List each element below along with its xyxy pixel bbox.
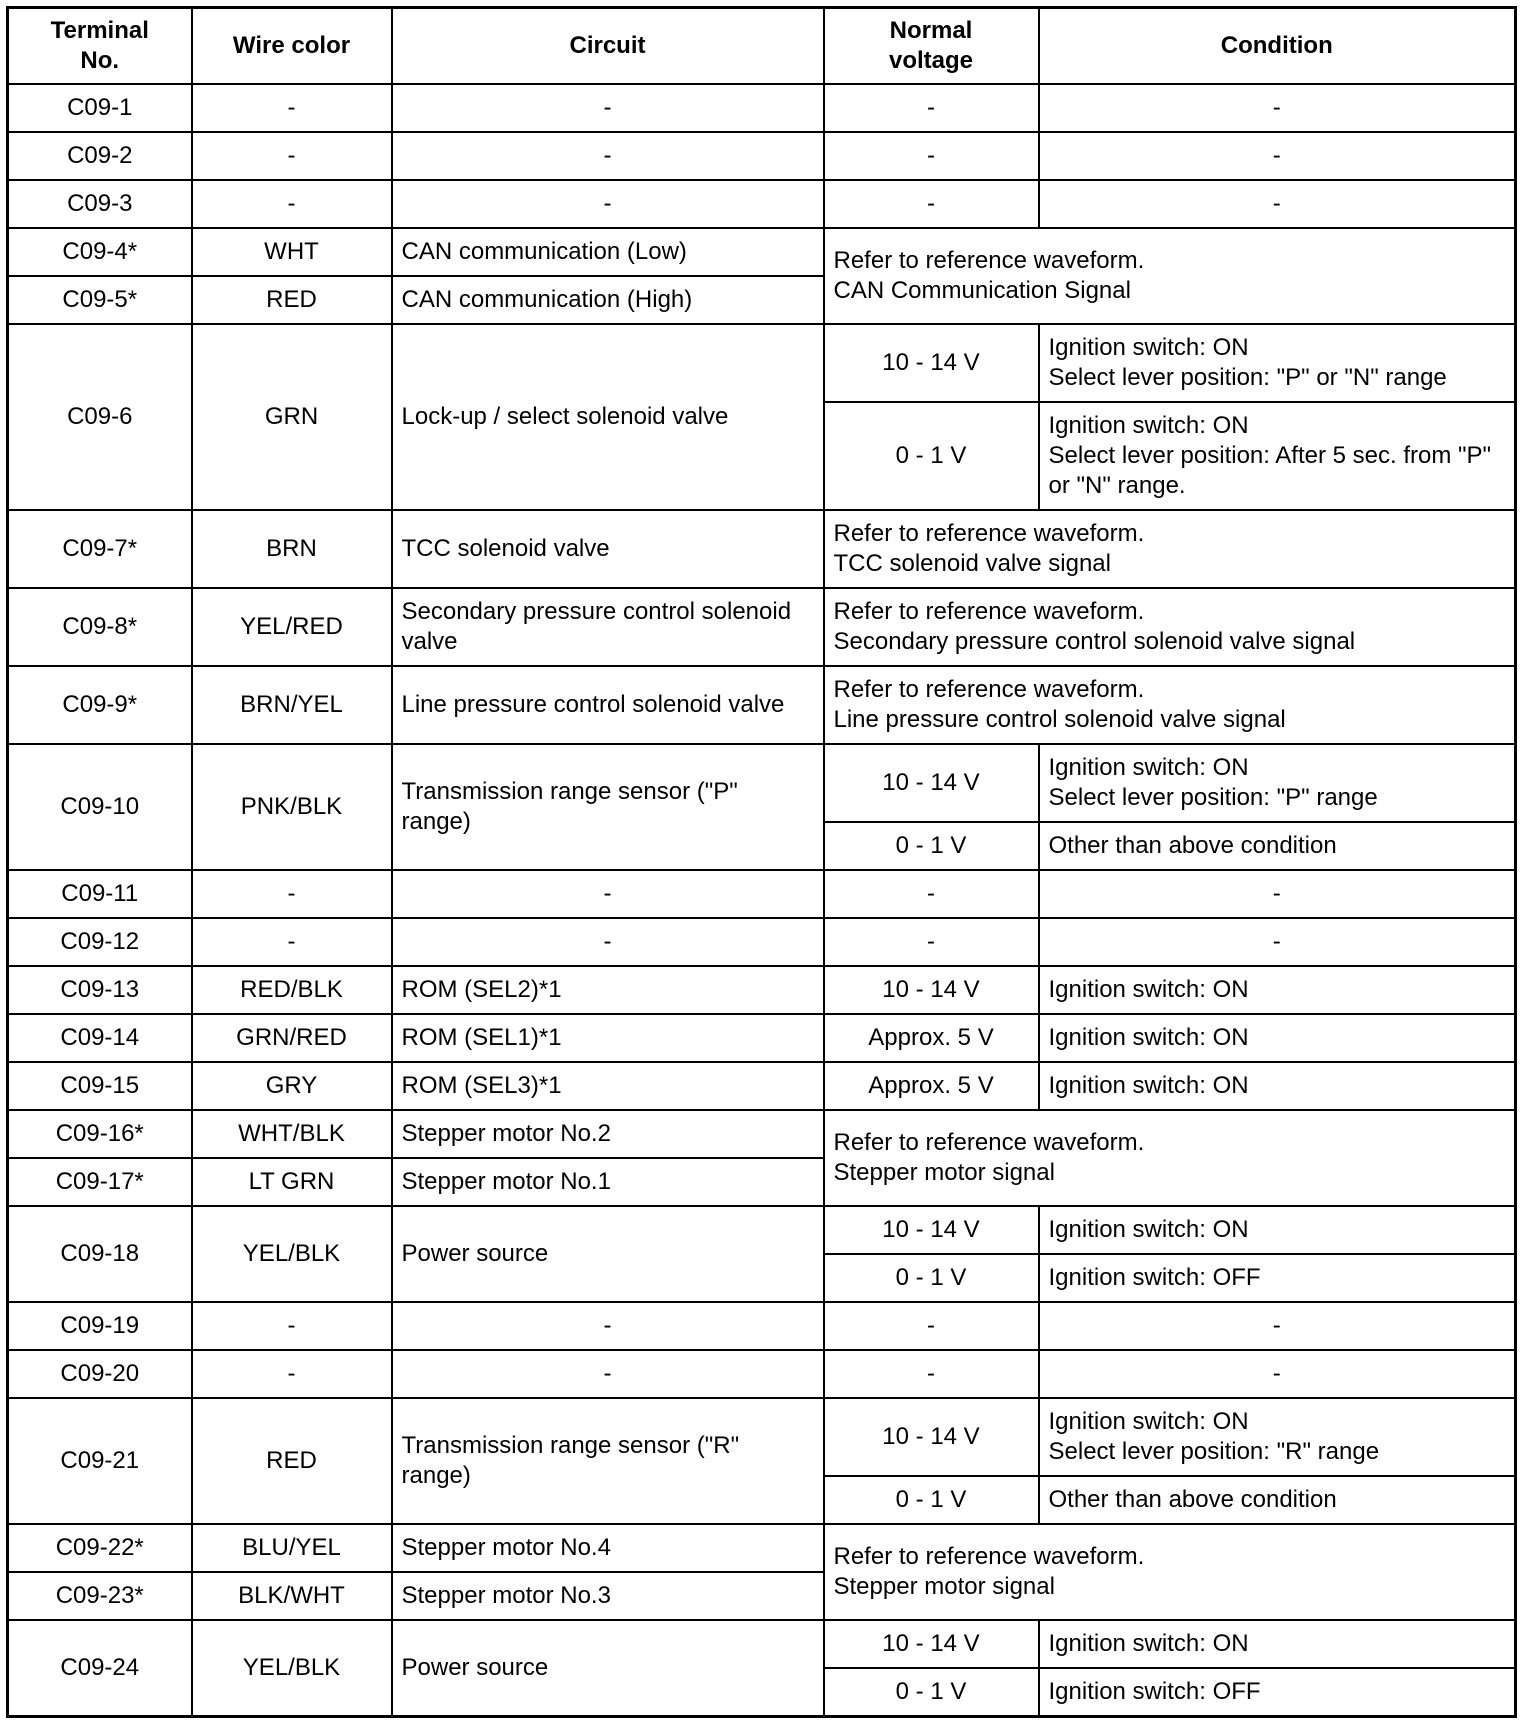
circuit-cell: Secondary pressure control solenoid valve <box>392 588 824 666</box>
voltage-cell: 10 - 14 V <box>824 1398 1039 1476</box>
wire-color-cell: WHT <box>192 228 392 276</box>
terminal-cell: C09-10 <box>8 744 192 870</box>
circuit-cell: - <box>392 132 824 180</box>
terminal-cell: C09-8* <box>8 588 192 666</box>
terminal-cell: C09-5* <box>8 276 192 324</box>
wire-color-cell: - <box>192 1302 392 1350</box>
wire-color-cell: BLK/WHT <box>192 1572 392 1620</box>
voltage-cell: - <box>824 1302 1039 1350</box>
voltage-cell: Approx. 5 V <box>824 1014 1039 1062</box>
circuit-cell: Power source <box>392 1206 824 1302</box>
table-row <box>8 1014 1516 1062</box>
table-row <box>8 1620 1516 1668</box>
terminal-cell: C09-16* <box>8 1110 192 1158</box>
condition-cell: Ignition switch: ON Select lever position: After 5 sec. from "P" or "N" range. <box>1039 402 1516 510</box>
condition-cell: - <box>1039 918 1516 966</box>
wire-color-cell: RED/BLK <box>192 966 392 1014</box>
circuit-cell: ROM (SEL3)*1 <box>392 1062 824 1110</box>
condition-cell: Other than above condition <box>1039 1476 1516 1524</box>
wire-color-cell: GRN <box>192 324 392 510</box>
voltage-cell: - <box>824 870 1039 918</box>
terminal-cell: C09-23* <box>8 1572 192 1620</box>
wire-color-cell: YEL/BLK <box>192 1620 392 1716</box>
terminal-cell: C09-22* <box>8 1524 192 1572</box>
waveform-reference-cell: Refer to reference waveform. Secondary pressure control solenoid valve signal <box>824 588 1516 666</box>
condition-cell: Ignition switch: ON Select lever position: "P" range <box>1039 744 1516 822</box>
wire-color-cell: YEL/RED <box>192 588 392 666</box>
terminal-cell: C09-11 <box>8 870 192 918</box>
waveform-reference-cell: Refer to reference waveform. CAN Communication Signal <box>824 228 1516 324</box>
voltage-cell: - <box>824 918 1039 966</box>
waveform-reference-cell: Refer to reference waveform. Line pressure control solenoid valve signal <box>824 666 1516 744</box>
voltage-cell: 0 - 1 V <box>824 1668 1039 1716</box>
wire-color-cell: - <box>192 180 392 228</box>
table-row <box>8 228 1516 276</box>
condition-cell: Ignition switch: ON Select lever position: "P" or "N" range <box>1039 324 1516 402</box>
wire-color-cell: WHT/BLK <box>192 1110 392 1158</box>
circuit-cell: TCC solenoid valve <box>392 510 824 588</box>
condition-cell: Ignition switch: ON <box>1039 1062 1516 1110</box>
table-row <box>8 870 1516 918</box>
circuit-cell: Stepper motor No.1 <box>392 1158 824 1206</box>
waveform-reference-cell: Refer to reference waveform. Stepper motor signal <box>824 1524 1516 1620</box>
wire-color-cell: - <box>192 132 392 180</box>
condition-cell: - <box>1039 132 1516 180</box>
condition-cell: Ignition switch: OFF <box>1039 1668 1516 1716</box>
header-condition: Condition <box>1039 8 1516 85</box>
voltage-cell: 10 - 14 V <box>824 1206 1039 1254</box>
table-row <box>8 1524 1516 1572</box>
terminal-cell: C09-1 <box>8 84 192 132</box>
terminal-cell: C09-13 <box>8 966 192 1014</box>
terminal-cell: C09-9* <box>8 666 192 744</box>
voltage-cell: 10 - 14 V <box>824 324 1039 402</box>
voltage-cell: - <box>824 1350 1039 1398</box>
condition-cell: - <box>1039 180 1516 228</box>
header-circuit: Circuit <box>392 8 824 85</box>
circuit-cell: ROM (SEL1)*1 <box>392 1014 824 1062</box>
header-terminal: Terminal No. <box>8 8 192 85</box>
terminal-cell: C09-20 <box>8 1350 192 1398</box>
terminal-cell: C09-4* <box>8 228 192 276</box>
circuit-cell: Stepper motor No.3 <box>392 1572 824 1620</box>
table-row <box>8 1398 1516 1476</box>
voltage-cell: 0 - 1 V <box>824 1254 1039 1302</box>
table-row <box>8 1302 1516 1350</box>
condition-cell: Ignition switch: ON Select lever position: "R" range <box>1039 1398 1516 1476</box>
table-row <box>8 180 1516 228</box>
table-row <box>8 666 1516 744</box>
table-row <box>8 1350 1516 1398</box>
wire-color-cell: GRN/RED <box>192 1014 392 1062</box>
voltage-cell: 10 - 14 V <box>824 744 1039 822</box>
header-row <box>8 8 1516 85</box>
terminal-cell: C09-15 <box>8 1062 192 1110</box>
circuit-cell: - <box>392 1302 824 1350</box>
terminal-cell: C09-12 <box>8 918 192 966</box>
voltage-cell: Approx. 5 V <box>824 1062 1039 1110</box>
wire-color-cell: LT GRN <box>192 1158 392 1206</box>
wire-color-cell: GRY <box>192 1062 392 1110</box>
terminal-table <box>6 6 1517 1718</box>
condition-cell: Ignition switch: ON <box>1039 1620 1516 1668</box>
terminal-cell: C09-24 <box>8 1620 192 1716</box>
table-row <box>8 1206 1516 1254</box>
terminal-cell: C09-21 <box>8 1398 192 1524</box>
voltage-cell: - <box>824 84 1039 132</box>
waveform-reference-cell: Refer to reference waveform. Stepper motor signal <box>824 1110 1516 1206</box>
circuit-cell: ROM (SEL2)*1 <box>392 966 824 1014</box>
voltage-cell: 10 - 14 V <box>824 966 1039 1014</box>
condition-cell: - <box>1039 84 1516 132</box>
circuit-cell: CAN communication (Low) <box>392 228 824 276</box>
terminal-cell: C09-7* <box>8 510 192 588</box>
circuit-cell: - <box>392 84 824 132</box>
waveform-reference-cell: Refer to reference waveform. TCC solenoid valve signal <box>824 510 1516 588</box>
circuit-cell: CAN communication (High) <box>392 276 824 324</box>
wire-color-cell: - <box>192 84 392 132</box>
terminal-cell: C09-3 <box>8 180 192 228</box>
wire-color-cell: BRN/YEL <box>192 666 392 744</box>
circuit-cell: - <box>392 918 824 966</box>
circuit-cell: - <box>392 870 824 918</box>
condition-cell: Ignition switch: ON <box>1039 966 1516 1014</box>
wire-color-cell: RED <box>192 1398 392 1524</box>
wire-color-cell: - <box>192 870 392 918</box>
terminal-cell: C09-2 <box>8 132 192 180</box>
wire-color-cell: YEL/BLK <box>192 1206 392 1302</box>
header-wire-color: Wire color <box>192 8 392 85</box>
condition-cell: - <box>1039 870 1516 918</box>
circuit-cell: Stepper motor No.4 <box>392 1524 824 1572</box>
circuit-cell: Power source <box>392 1620 824 1716</box>
table-row <box>8 966 1516 1014</box>
condition-cell: - <box>1039 1350 1516 1398</box>
wire-color-cell: BRN <box>192 510 392 588</box>
table-row <box>8 1110 1516 1158</box>
voltage-cell: - <box>824 132 1039 180</box>
table-row <box>8 918 1516 966</box>
circuit-cell: Stepper motor No.2 <box>392 1110 824 1158</box>
terminal-cell: C09-14 <box>8 1014 192 1062</box>
table-row <box>8 324 1516 402</box>
condition-cell: Other than above condition <box>1039 822 1516 870</box>
voltage-cell: 0 - 1 V <box>824 822 1039 870</box>
circuit-cell: Transmission range sensor ("R" range) <box>392 1398 824 1524</box>
voltage-cell: 10 - 14 V <box>824 1620 1039 1668</box>
header-voltage: Normal voltage <box>824 8 1039 85</box>
wire-color-cell: - <box>192 1350 392 1398</box>
wire-color-cell: - <box>192 918 392 966</box>
terminal-cell: C09-17* <box>8 1158 192 1206</box>
table-row <box>8 132 1516 180</box>
condition-cell: Ignition switch: ON <box>1039 1206 1516 1254</box>
terminal-cell: C09-6 <box>8 324 192 510</box>
terminal-cell: C09-18 <box>8 1206 192 1302</box>
wire-color-cell: BLU/YEL <box>192 1524 392 1572</box>
circuit-cell: - <box>392 180 824 228</box>
circuit-cell: - <box>392 1350 824 1398</box>
terminal-cell: C09-19 <box>8 1302 192 1350</box>
condition-cell: Ignition switch: ON <box>1039 1014 1516 1062</box>
condition-cell: - <box>1039 1302 1516 1350</box>
table-row <box>8 588 1516 666</box>
table-row <box>8 1062 1516 1110</box>
circuit-cell: Transmission range sensor ("P" range) <box>392 744 824 870</box>
circuit-cell: Line pressure control solenoid valve <box>392 666 824 744</box>
voltage-cell: - <box>824 180 1039 228</box>
condition-cell: Ignition switch: OFF <box>1039 1254 1516 1302</box>
voltage-cell: 0 - 1 V <box>824 402 1039 510</box>
wire-color-cell: RED <box>192 276 392 324</box>
table-row <box>8 84 1516 132</box>
table-row <box>8 510 1516 588</box>
wire-color-cell: PNK/BLK <box>192 744 392 870</box>
circuit-cell: Lock-up / select solenoid valve <box>392 324 824 510</box>
voltage-cell: 0 - 1 V <box>824 1476 1039 1524</box>
table-row <box>8 744 1516 822</box>
